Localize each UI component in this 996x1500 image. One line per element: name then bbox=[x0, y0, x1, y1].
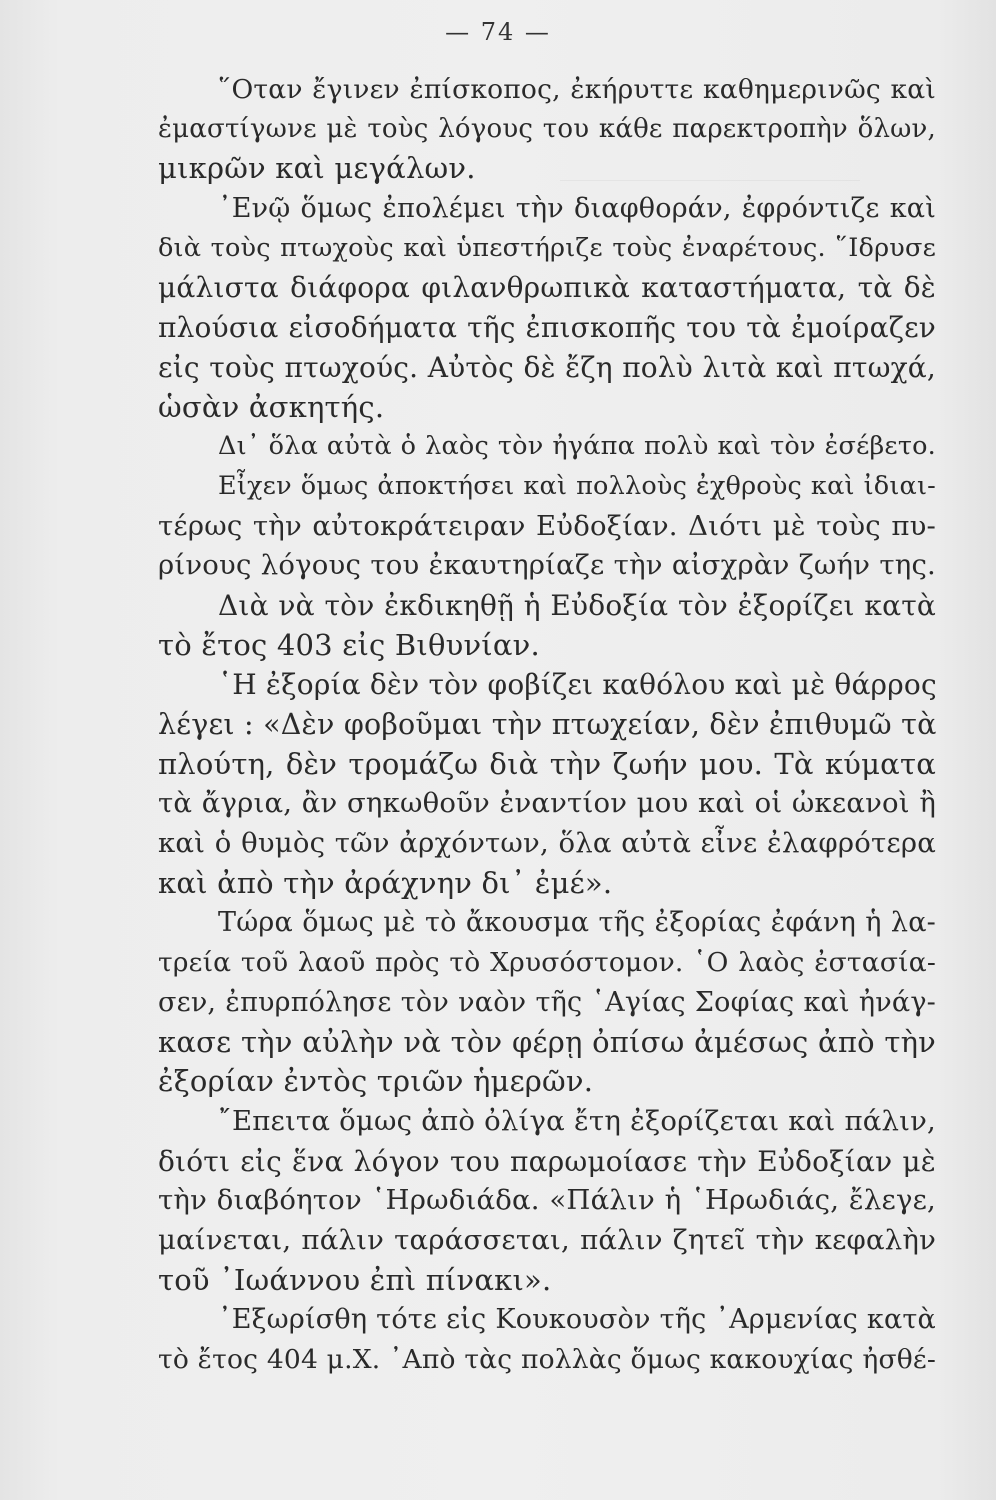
page-number: — 74 — bbox=[445, 18, 551, 46]
text-line: Τώρα ὅμως μὲ τὸ ἄκουσμα τῆς ἐξορίας ἐφάνη ἡ λα- bbox=[218, 907, 936, 939]
text-line: τρεία τοῦ λαοῦ πρὸς τὸ Χρυσόστομον. ῾Ο λαὸς ἐστασία- bbox=[158, 947, 936, 979]
text-line: ᾿Εξωρίσθη τότε εἰς Κουκουσὸν τῆς ᾿Αρμενίας κατὰ bbox=[218, 1304, 936, 1336]
text-line: καὶ ἀπὸ τὴν ἀράχνην δι᾿ ἐμέ». bbox=[158, 865, 613, 900]
text-line: ῾Η ἐξορία δὲν τὸν φοβίζει καθόλου καὶ μὲ θάρρος bbox=[218, 668, 937, 702]
text-line: Δι᾿ ὅλα αὐτὰ ὁ λαὸς τὸν ἠγάπα πολὺ καὶ τὸν ἐσέβετο. bbox=[218, 431, 936, 462]
text-line: τὴν διαβόητον ῾Ηρωδιάδα. «Πάλιν ἡ ῾Ηρωδιάς, ἔλεγε, bbox=[158, 1184, 936, 1217]
text-line: τέρως τὴν αὐτοκράτειραν Εὐδοξίαν. Διότι μὲ τοὺς πυ- bbox=[158, 509, 936, 542]
text-line: ᾿Ενῷ ὅμως ἐπολέμει τὴν διαφθοράν, ἐφρόντιζε καὶ bbox=[218, 193, 936, 225]
text-line: μικρῶν καὶ μεγάλων. bbox=[158, 151, 476, 186]
text-line: πλούτη, δὲν τρομάζω διὰ τὴν ζωήν μου. Τὰ κύματα bbox=[158, 746, 936, 781]
body-text bbox=[158, 70, 936, 1380]
text-line: ῞Οταν ἔγινεν ἐπίσκοπος, ἐκήρυττε καθημερινῶς καὶ bbox=[218, 74, 936, 105]
text-line: Διὰ νὰ τὸν ἐκδικηθῇ ἡ Εὐδοξία τὸν ἐξορίζει κατὰ bbox=[218, 588, 936, 622]
text-line: τὸ ἔτος 404 μ.Χ. ᾿Απὸ τὰς πολλὰς ὅμως κακουχίας ἠσθέ- bbox=[158, 1344, 936, 1375]
text-line: τὰ ἄγρια, ἂν σηκωθοῦν ἐναντίον μου καὶ οἱ ὠκεανοὶ ἢ bbox=[158, 787, 936, 820]
text-line: διὰ τοὺς πτωχοὺς καὶ ὑπεστήριζε τοὺς ἐναρέτους. ῞Ιδρυσε bbox=[158, 232, 936, 263]
text-line: μαίνεται, πάλιν ταράσσεται, πάλιν ζητεῖ τὴν κεφαλὴν bbox=[158, 1223, 936, 1256]
text-line: μάλιστα διάφορα φιλανθρωπικὰ καταστήματα, τὰ δὲ bbox=[158, 271, 936, 305]
text-line: διότι εἰς ἕνα λόγον του παρωμοίασε τὴν Εὐδοξίαν μὲ bbox=[158, 1144, 936, 1178]
text-line: εἰς τοὺς πτωχούς. Αὐτὸς δὲ ἔζη πολὺ λιτὰ καὶ πτωχά, bbox=[158, 350, 936, 384]
text-line: πλούσια εἰσοδήματα τῆς ἐπισκοπῆς του τὰ ἐμοίραζεν bbox=[158, 311, 936, 345]
text-line: ῎Επειτα ὅμως ἀπὸ ὀλίγα ἔτη ἐξορίζεται καὶ πάλιν, bbox=[218, 1104, 936, 1137]
text-line: ὡσὰν ἀσκητής. bbox=[158, 389, 385, 424]
text-line: ρίνους λόγους του ἐκαυτηρίαζε τὴν αἰσχρὰν ζωήν της. bbox=[158, 549, 936, 582]
text-line: τοῦ ᾿Ιωάννου ἐπὶ πίνακι». bbox=[158, 1262, 552, 1297]
text-line: Εἶχεν ὅμως ἀποκτήσει καὶ πολλοὺς ἐχθροὺς καὶ ἰδιαι- bbox=[218, 470, 936, 501]
text-line: ἐξορίαν ἐντὸς τριῶν ἡμερῶν. bbox=[158, 1064, 594, 1099]
text-line: λέγει : «Δὲν φοβοῦμαι τὴν πτωχείαν, δὲν ἐπιθυμῶ τὰ bbox=[158, 708, 937, 741]
text-line: ἐμαστίγωνε μὲ τοὺς λόγους του κάθε παρεκτροπὴν ὅλων, bbox=[158, 113, 936, 144]
text-line: καὶ ὁ θυμὸς τῶν ἀρχόντων, ὅλα αὐτὰ εἶνε ἐλαφρότερα bbox=[158, 827, 936, 860]
text-line: τὸ ἔτος 403 εἰς Βιθυνίαν. bbox=[158, 627, 540, 662]
text-line: σεν, ἐπυρπόλησε τὸν ναὸν τῆς ῾Αγίας Σοφίας καὶ ἠνάγ- bbox=[158, 986, 936, 1018]
text-line: κασε τὴν αὐλὴν νὰ τὸν φέρῃ ὀπίσω ἀμέσως ἀπὸ τὴν bbox=[158, 1024, 936, 1059]
